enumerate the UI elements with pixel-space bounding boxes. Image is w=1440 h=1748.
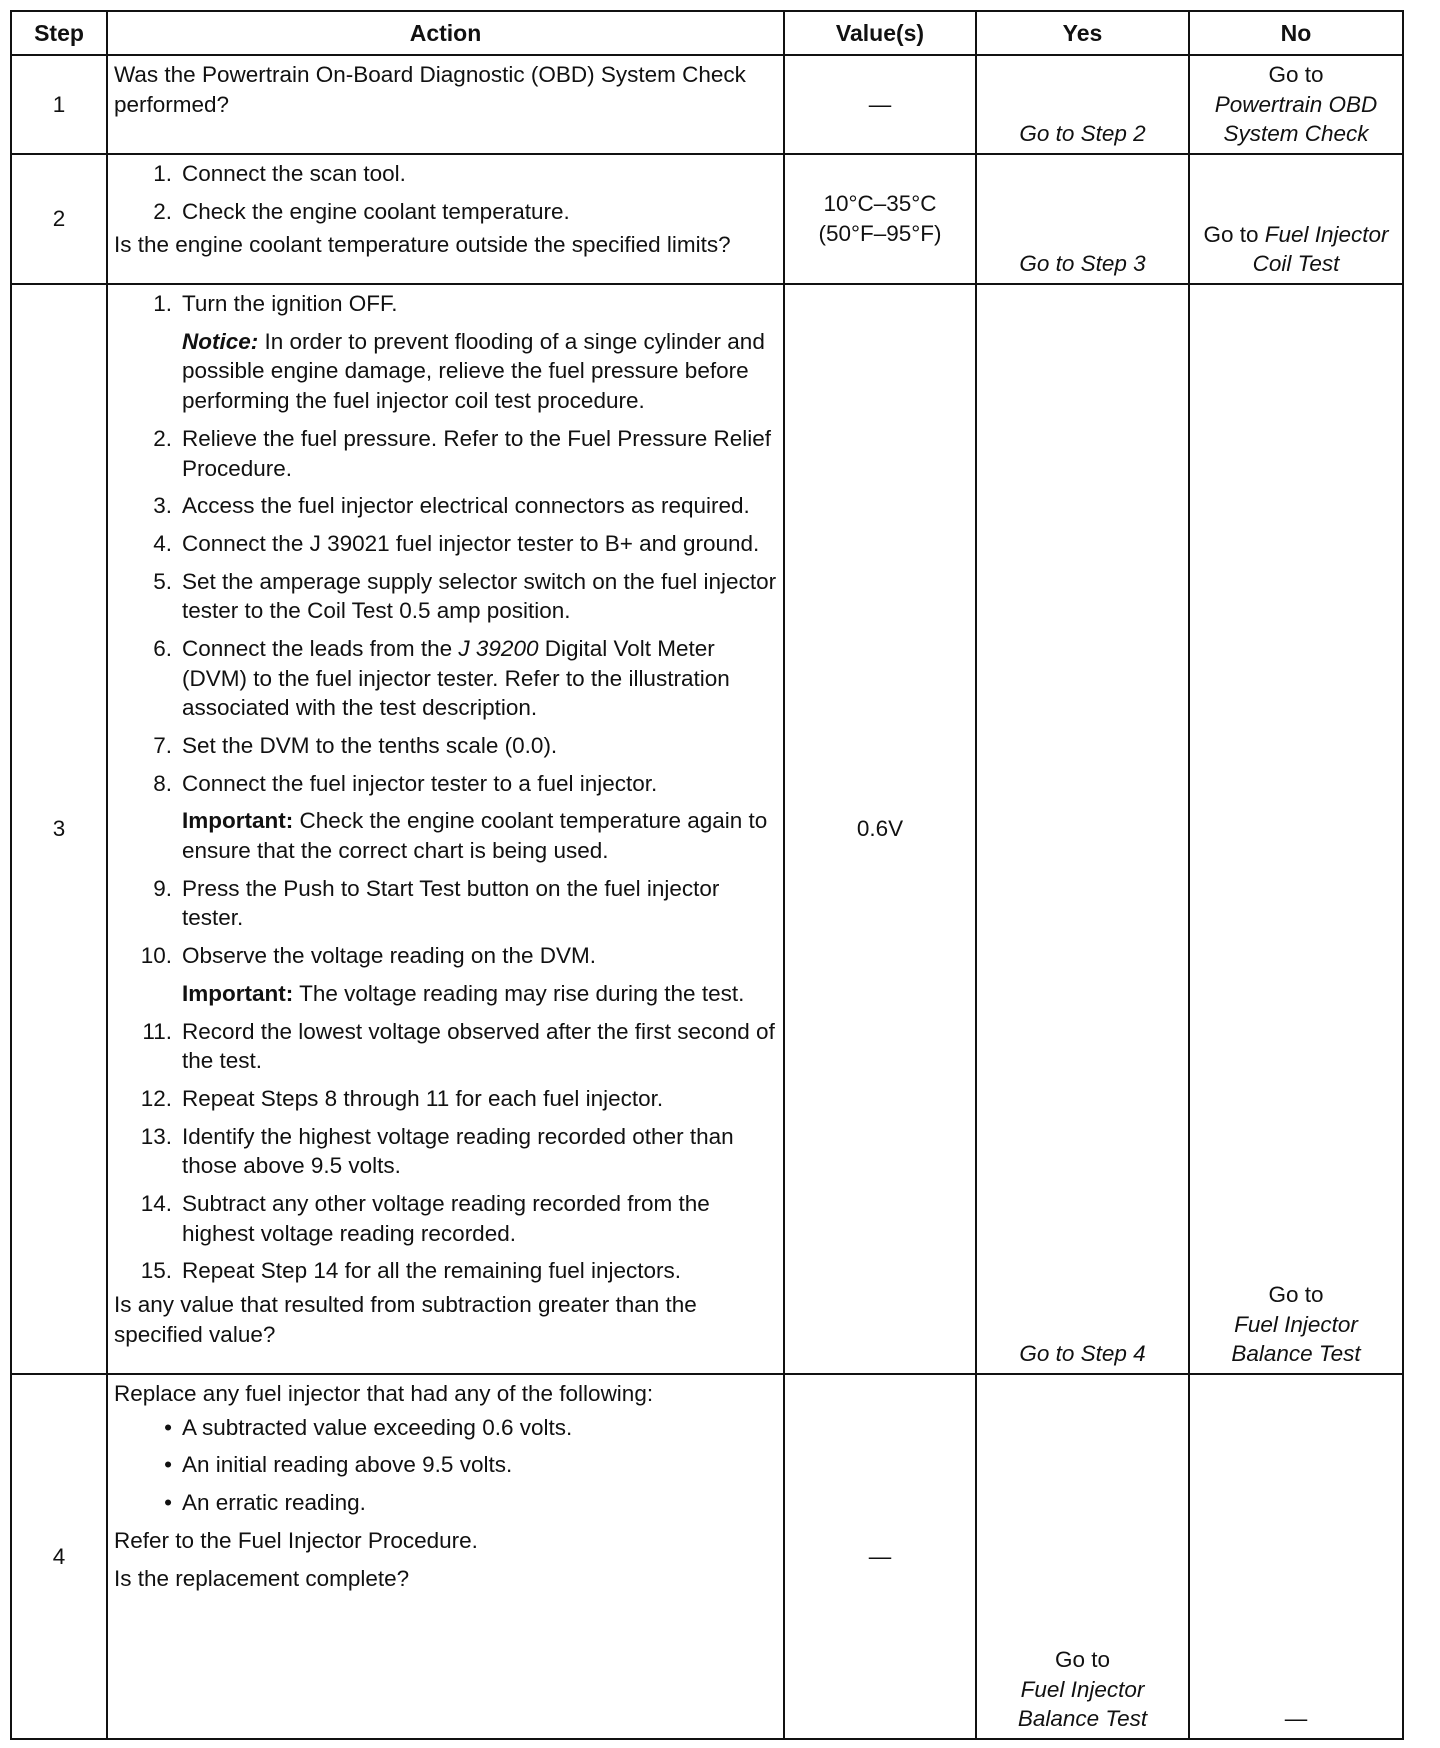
item-text: Connect the fuel injector tester to a fuel injector. [182,770,658,796]
procedure-list [114,874,777,971]
no-link[interactable]: Fuel Injector Coil Test [1252,221,1389,277]
bullet-list [114,1413,777,1518]
yes-prefix: Go to [1054,1646,1111,1672]
item-text: Set the DVM to the tenths scale (0.0). [182,733,558,758]
yes-link[interactable]: Go to Step 2 [1019,121,1146,147]
item-text: Set the amperage supply selector switch on the fuel injector tester to the Coil Test 0.5 amp position. [182,568,777,624]
notice-text: In order to prevent flooding of a singe cylinder and possible engine damage, relieve the fuel pressure before performing the fuel injector coil test procedure. [182,328,765,414]
no-prefix: Go to [1203,221,1259,247]
item-text: Relieve the fuel pressure. Refer to the Fuel Pressure Relief Procedure. [182,425,772,481]
list-item: • An initial reading above 9.5 volts. [114,1450,777,1480]
item-text: Connect the J 39021 fuel injector tester to B+ and ground. [182,530,760,556]
item-number: 7. [153,733,172,758]
action-cell [107,154,784,284]
list-item [114,1084,777,1114]
question-text: Was the Powertrain On-Board Diagnostic (OBD) System Check performed? [114,62,746,117]
item-text: Turn the ignition OFF. [182,291,398,317]
item-text [182,634,777,723]
important-label: Important: [182,808,294,834]
no-text: — [1284,1706,1308,1732]
item-number: 4. [153,530,172,556]
item-number: 11. [142,1018,172,1044]
value-cell [784,154,976,284]
header-step: Step [11,11,107,55]
procedure-list [114,1017,777,1287]
yes-link[interactable]: Go to Step 3 [1019,251,1146,277]
list-item [114,1189,777,1248]
list-item [114,491,777,521]
important-note [182,979,777,1009]
yes-link[interactable]: Go to Step 4 [1019,1341,1146,1367]
action-cell [107,1374,784,1739]
value-fahrenheit: (50°F–95°F) [818,221,942,247]
procedure-list [114,159,777,226]
list-item: • An erratic reading. [114,1488,777,1518]
tool-number: J 39200 [458,635,539,661]
item-number: 14. [140,1190,172,1216]
important-label: Important: [182,980,294,1006]
important-text: The voltage reading may rise during the test. [293,980,745,1006]
item-number: 9. [153,875,172,901]
list-item [114,424,777,483]
item-text: Identify the highest voltage reading recorded other than those above 9.5 volts. [182,1123,734,1179]
list-item [114,634,777,723]
list-item [114,731,777,761]
item-text: Repeat Step 14 for all the remaining fuel injectors. [182,1258,682,1284]
item-text: Record the lowest voltage observed after the first second of the test. [182,1018,775,1074]
item-number: 15. [140,1258,172,1284]
list-item [114,159,777,189]
list-item [114,1256,777,1286]
no-link[interactable]: Powertrain OBD System Check [1214,91,1378,147]
list-item [114,1017,777,1076]
step-number: 3 [11,284,107,1374]
header-row [11,11,1403,55]
value-cell [784,55,976,154]
item-text: A subtracted value exceeding 0.6 volts. [182,1414,573,1440]
item-text-part: Connect the leads from the [182,635,459,661]
item-text-part: Digital Volt Meter (DVM) to the fuel injector tester. Refer to the illustration associated with the test description. [182,635,730,721]
diagnostic-table [10,10,1404,1740]
procedure-list [114,289,777,319]
item-number: 3. [153,493,172,519]
yes-cell [976,1374,1189,1739]
yes-link[interactable]: Fuel Injector Balance Test [1017,1676,1148,1732]
header-action: Action [107,11,784,55]
list-item [114,1122,777,1181]
step-number: 2 [11,154,107,284]
action-cell [107,55,784,154]
header-values: Value(s) [784,11,976,55]
question-text: Is the replacement complete? [114,1565,410,1591]
important-text: Check the engine coolant temperature again to ensure that the correct chart is being used. [182,808,768,864]
list-item: • A subtracted value exceeding 0.6 volts. [114,1413,777,1443]
item-text: Repeat Steps 8 through 11 for each fuel injector. [182,1085,664,1111]
notice-note [182,327,777,416]
notice-label: Notice: [182,328,259,354]
list-item [114,874,777,933]
value-celsius: 10°C–35°C [823,191,937,217]
item-number: 5. [153,568,172,594]
item-text: Access the fuel injector electrical connectors as required. [182,493,750,519]
item-number: 1. [153,161,172,187]
item-text: Press the Push to Start Test button on the fuel injector tester. [182,875,720,931]
action-cell [107,284,784,1374]
no-cell [1189,1374,1403,1739]
list-item [114,529,777,559]
yes-cell [976,55,1189,154]
no-prefix: Go to [1268,1282,1324,1307]
no-cell [1189,55,1403,154]
list-item [114,769,777,799]
list-item [114,567,777,626]
item-number: 2. [153,198,172,224]
question-text: Is any value that resulted from subtraction greater than the specified value? [114,1292,697,1347]
item-number: 2. [153,425,172,451]
value-text: — [868,91,892,117]
header-no: No [1189,11,1403,55]
step-number: 4 [11,1374,107,1739]
item-number: 6. [153,635,172,661]
yes-cell [976,284,1189,1374]
list-item [114,941,777,971]
item-text: An erratic reading. [182,1490,366,1516]
yes-cell [976,154,1189,284]
no-prefix: Go to [1268,62,1324,87]
value-text: 0.6V [856,816,904,842]
no-link[interactable]: Fuel Injector Balance Test [1231,1311,1361,1367]
item-number: 12. [140,1085,172,1111]
list-item [114,289,777,319]
intro-text: Replace any fuel injector that had any of the following: [114,1381,654,1407]
step-number: 1 [11,55,107,154]
table-row-step-2 [11,154,1403,284]
table-row-step-4 [11,1374,1403,1739]
item-text: Check the engine coolant temperature. [182,198,570,224]
item-number: 1. [153,291,172,317]
item-text: Connect the scan tool. [182,161,406,187]
question-text: Is the engine coolant temperature outside the specified limits? [114,232,731,258]
item-text: Subtract any other voltage reading recorded from the highest voltage reading recorded. [182,1190,710,1246]
item-number: 13. [140,1123,172,1149]
table-row-step-3 [11,284,1403,1374]
no-cell [1189,154,1403,284]
no-cell [1189,284,1403,1374]
value-cell [784,1374,976,1739]
value-text: — [868,1543,892,1569]
table-row-step-1 [11,55,1403,154]
procedure-list [114,424,777,799]
item-text: An initial reading above 9.5 volts. [182,1452,513,1478]
refer-text: Refer to the Fuel Injector Procedure. [114,1527,478,1553]
value-cell [784,284,976,1374]
header-yes: Yes [976,11,1189,55]
item-number: 10. [140,943,172,969]
item-text: Observe the voltage reading on the DVM. [182,943,596,969]
important-note [182,806,777,865]
list-item [114,197,777,227]
item-number: 8. [153,770,172,796]
